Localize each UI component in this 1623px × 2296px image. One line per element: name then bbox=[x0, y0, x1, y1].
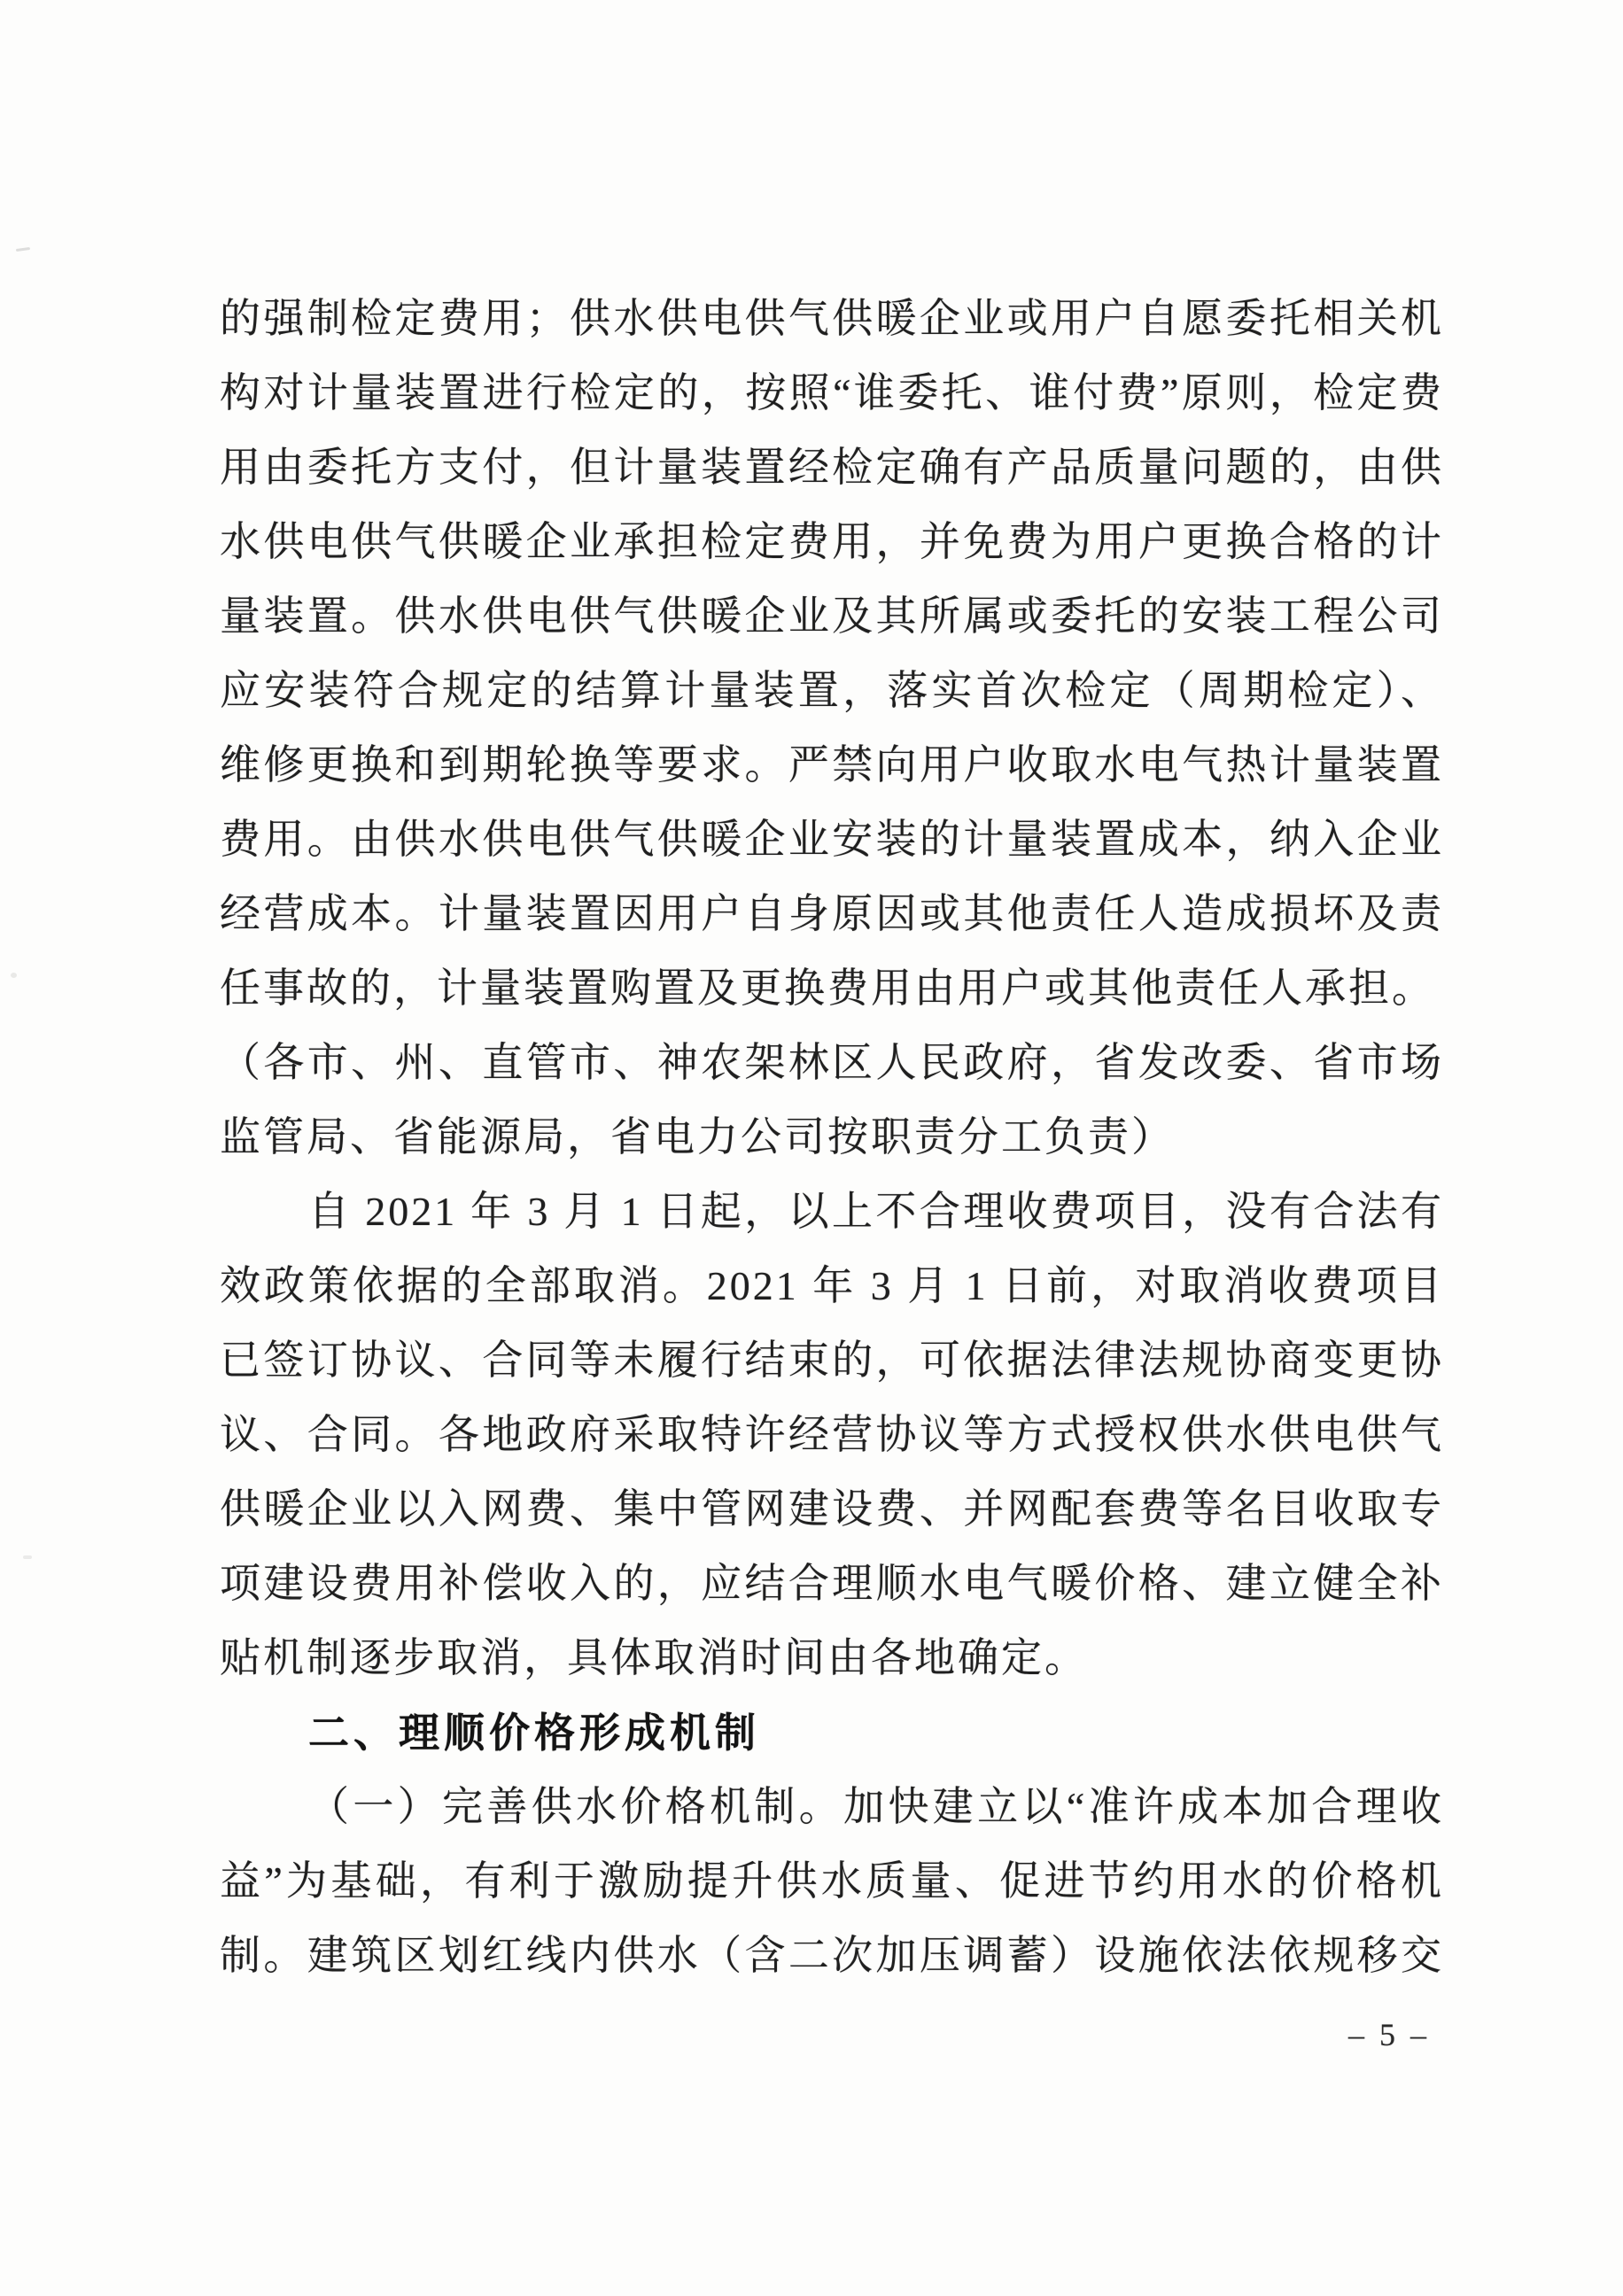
text-line: 的强制检定费用；供水供电供气供暖企业或用户自愿委托相关机 bbox=[220, 296, 1444, 341]
text-line: 任事故的，计量装置购置及更换费用由用户或其他责任人承担。 bbox=[220, 966, 1435, 1011]
subsection-heading-line: （一）完善供水价格机制。加快建立以“准许成本加合理收 bbox=[308, 1784, 1444, 1829]
text-line: 供暖企业以入网费、集中管网建设费、并网配套费等名目收取专 bbox=[220, 1486, 1444, 1532]
text-line: 经营成本。计量装置因用户自身原因或其他责任人造成损坏及责 bbox=[220, 891, 1444, 936]
text-line: 应安装符合规定的结算计量装置，落实首次检定（周期检定）、 bbox=[220, 668, 1444, 713]
text-line: 维修更换和到期轮换等要求。严禁向用户收取水电气热计量装置 bbox=[220, 742, 1444, 787]
text-line: 用由委托方支付，但计量装置经检定确有产品质量问题的，由供 bbox=[220, 445, 1444, 490]
text-line: 议、合同。各地政府采取特许经营协议等方式授权供水供电供气 bbox=[220, 1412, 1444, 1457]
text-block bbox=[220, 282, 1444, 1993]
scan-artifact bbox=[11, 973, 17, 978]
text-line: 益”为基础，有利于激励提升供水质量、促进节约用水的价格机 bbox=[220, 1858, 1444, 1904]
text-line: （各市、州、直管市、神农架林区人民政府，省发改委、省市场 bbox=[220, 1040, 1444, 1085]
text-line: 费用。由供水供电供气供暖企业安装的计量装置成本，纳入企业 bbox=[220, 817, 1444, 862]
text-line: 已签订协议、合同等未履行结束的，可依据法律法规协商变更协 bbox=[220, 1338, 1444, 1383]
text-line: 水供电供气供暖企业承担检定费用，并免费为用户更换合格的计 bbox=[220, 519, 1444, 564]
section-heading: 二、理顺价格形成机制 bbox=[308, 1710, 760, 1756]
text-line: 制。建筑区划红线内供水（含二次加压调蓄）设施依法依规移交 bbox=[220, 1933, 1444, 1978]
text-line: 效政策依据的全部取消。2021 年 3 月 1 日前，对取消收费项目 bbox=[220, 1263, 1444, 1308]
text-line: 贴机制逐步取消，具体取消时间由各地确定。 bbox=[220, 1635, 1088, 1680]
page-number: – 5 – bbox=[1348, 2017, 1430, 2052]
text-line: 构对计量装置进行检定的，按照“谁委托、谁付费”原则，检定费 bbox=[220, 370, 1444, 415]
scan-artifact bbox=[16, 247, 30, 252]
scan-artifact bbox=[23, 1555, 32, 1559]
text-line: 监管局、省能源局，省电力公司按职责分工负责） bbox=[220, 1114, 1175, 1160]
text-line: 量装置。供水供电供气供暖企业及其所属或委托的安装工程公司 bbox=[220, 593, 1444, 639]
text-line: 自 2021 年 3 月 1 日起，以上不合理收费项目，没有合法有 bbox=[308, 1189, 1444, 1234]
text-line: 项建设费用补偿收入的，应结合理顺水电气暖价格、建立健全补 bbox=[220, 1561, 1444, 1606]
